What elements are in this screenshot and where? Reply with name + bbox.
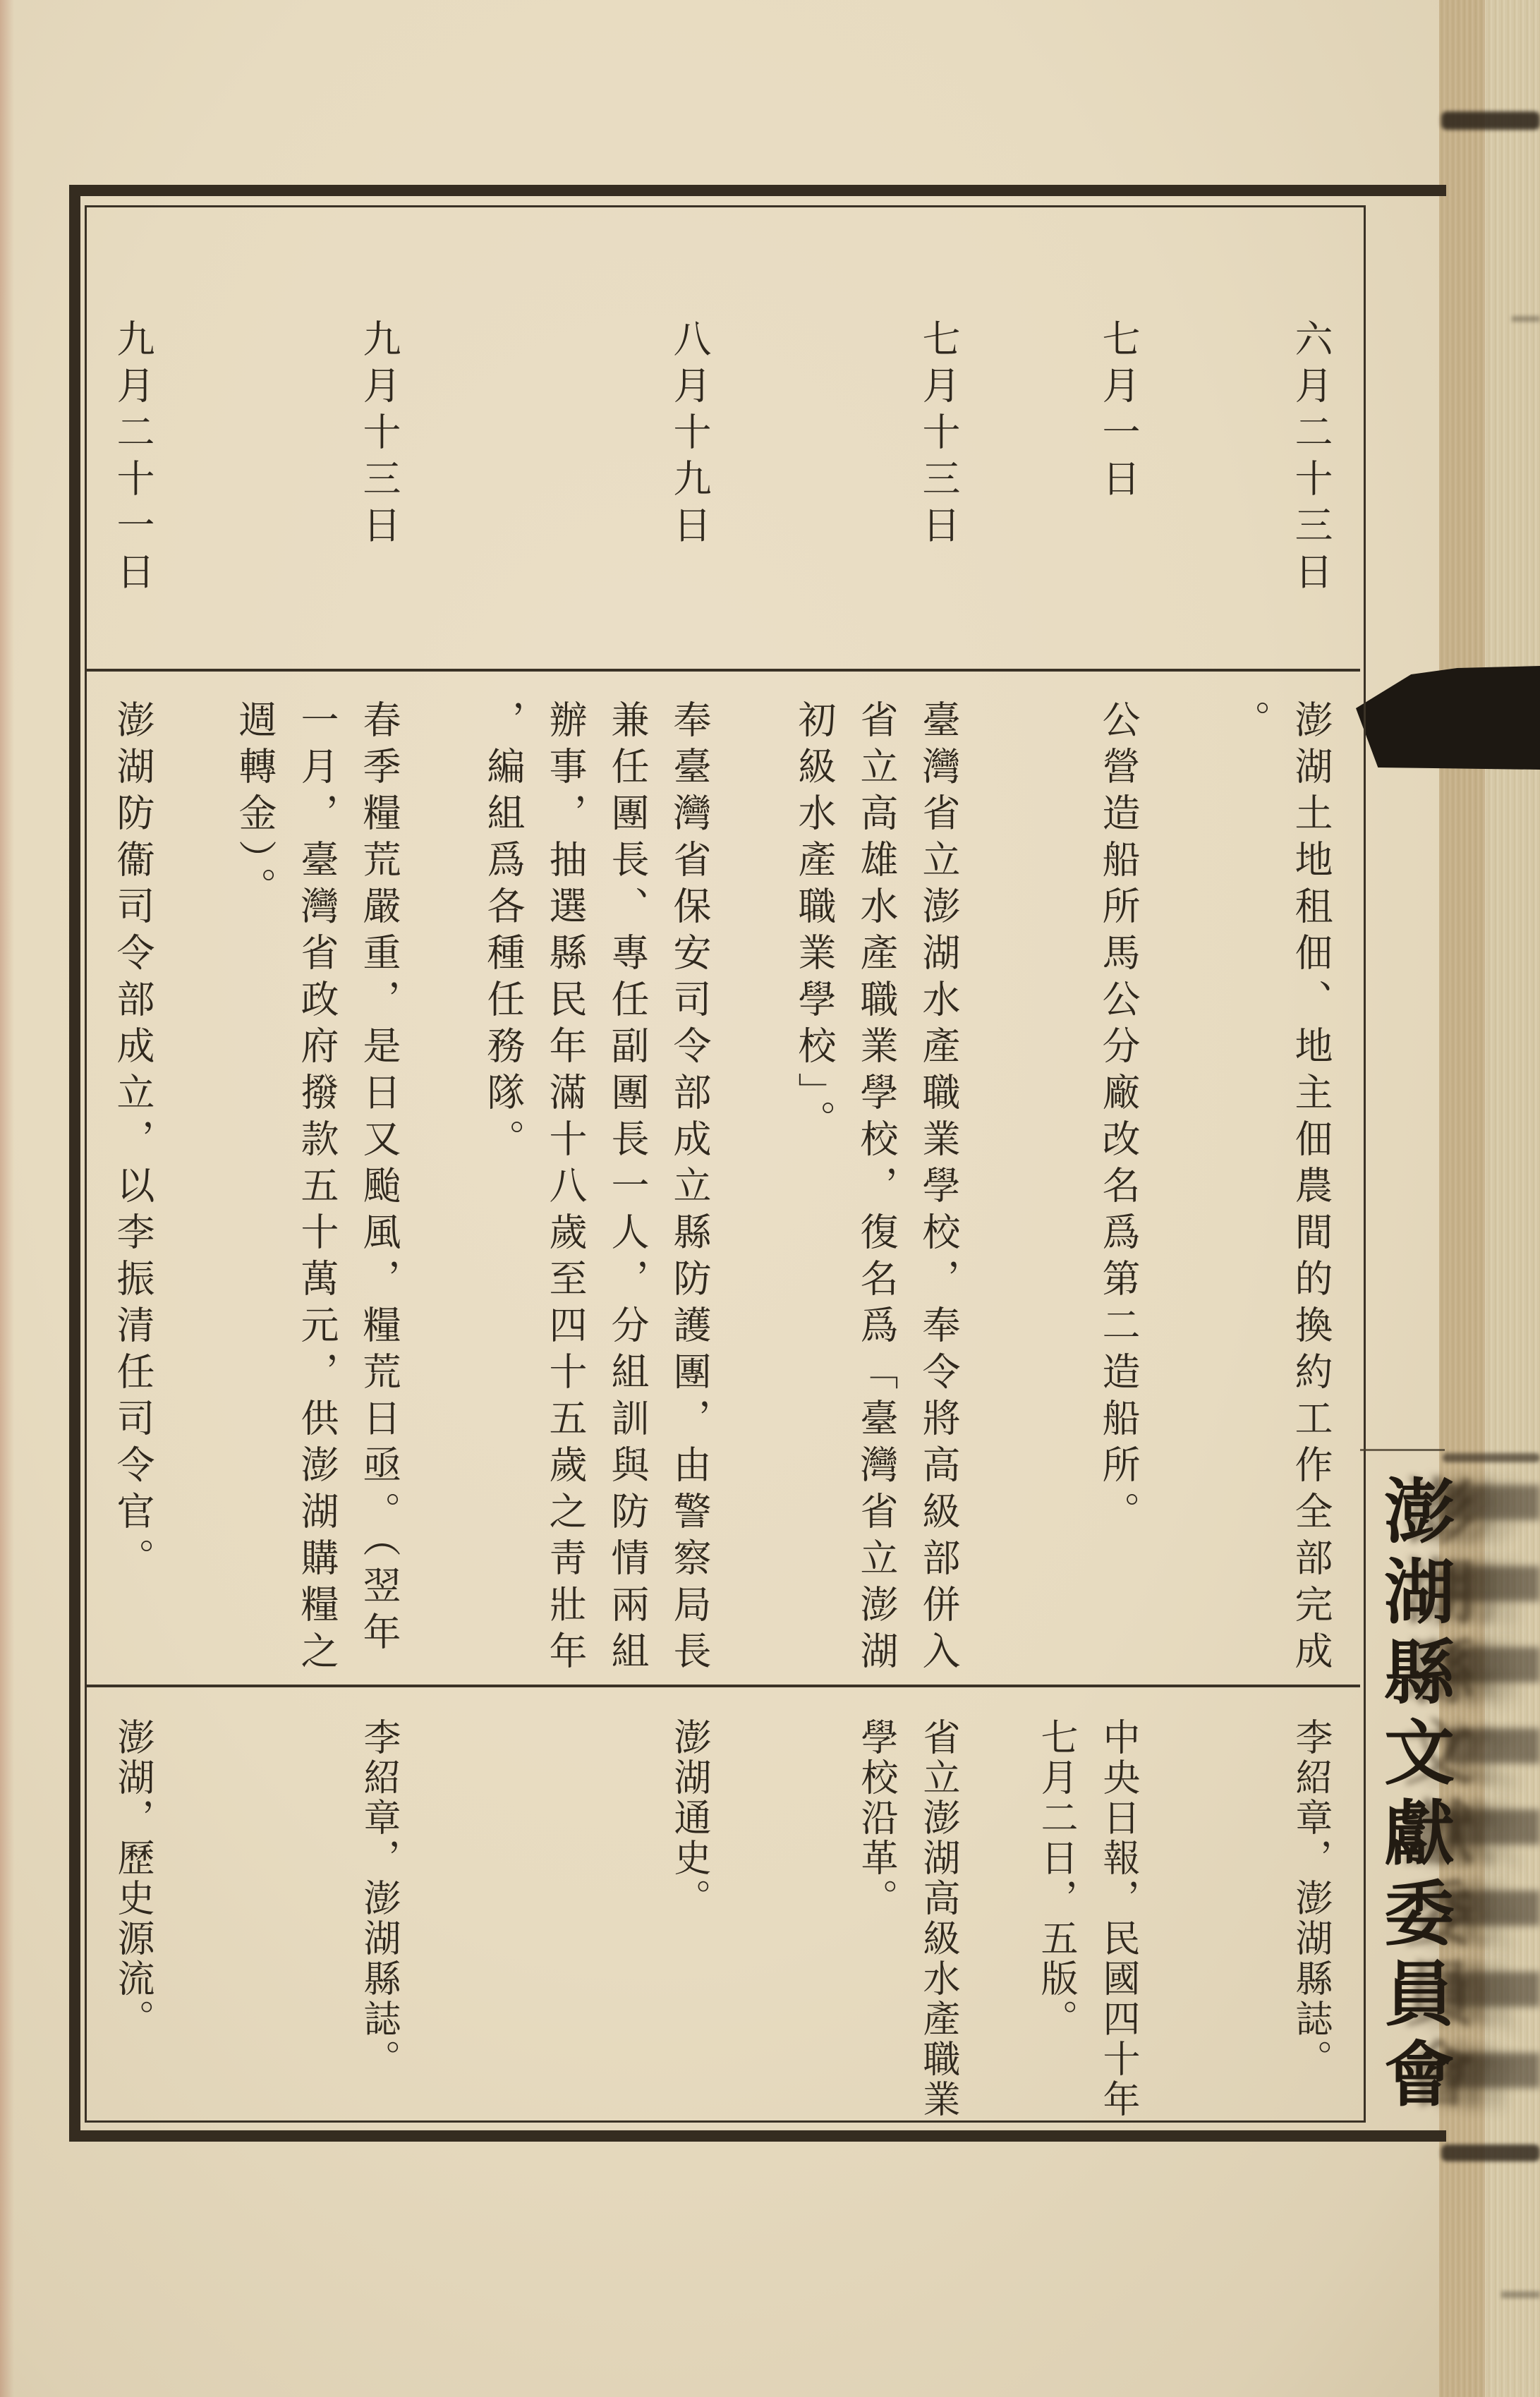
- event-line: 兼任團長、專任副團長一人，分組訓與防情兩組: [605, 700, 650, 1677]
- event-line: 奉臺灣省保安司令部成立縣防護團，由警察局長: [667, 700, 712, 1677]
- spine-smear: [1446, 2053, 1540, 2088]
- ink-smear-middle: [1443, 1453, 1540, 1462]
- ink-smear-top: [1441, 111, 1540, 130]
- spine-title: 澎湖縣文獻委員會: [1372, 1474, 1455, 2118]
- source-line: 李紹章，澎湖縣誌。: [1290, 1718, 1333, 2080]
- spine-smear: [1446, 1647, 1540, 1682]
- entry-source-citation: [845, 1718, 969, 2120]
- source-line: 學校沿革。: [855, 1718, 898, 1919]
- entry-source-citation: [102, 1718, 164, 2039]
- event-line: 省立高雄水產職業學校，復名爲「臺灣省立澎湖: [854, 700, 899, 1677]
- event-line: 公營造船所馬公分廠改名爲第二造船所。: [1096, 700, 1141, 1538]
- spine-smear: [1446, 1972, 1540, 2007]
- entry-date: 八月十九日: [667, 319, 712, 552]
- entry-source-citation: [348, 1718, 410, 2080]
- event-line: 澎湖防衞司令部成立，以李振清任司令官。: [111, 700, 155, 1584]
- source-line: 七月二日，五版。: [1035, 1718, 1078, 2039]
- source-line: 李紹章，澎湖縣誌。: [358, 1718, 401, 2080]
- entry-date: 七月一日: [1096, 319, 1141, 505]
- entry-source-citation: [658, 1718, 720, 1919]
- event-line: 初級水產職業學校」。: [792, 700, 837, 1146]
- source-line: 澎湖通史。: [668, 1718, 711, 1919]
- source-line: 中央日報，民國四十年: [1097, 1718, 1140, 2120]
- entry-event-text: [224, 700, 410, 1677]
- event-line: 澎湖土地租佃、地主佃農間的換約工作全部完成: [1289, 700, 1333, 1677]
- scan-edge-tint: [0, 0, 14, 2397]
- entry-source-citation: [1025, 1718, 1149, 2120]
- event-line: 辦事，抽選縣民年滿十八歲至四十五歲之靑壯年: [543, 700, 588, 1677]
- entry-source-citation: [1280, 1718, 1342, 2080]
- entry-event-text: [1218, 700, 1342, 1677]
- table-border-top: [69, 185, 1446, 196]
- page-shadow-wedge: [1356, 666, 1540, 772]
- table-border-left: [69, 185, 80, 2142]
- ink-smear-small: [1501, 2291, 1540, 2298]
- source-line: 省立澎湖高級水產職業: [917, 1718, 960, 2120]
- entry-event-text: [783, 700, 969, 1677]
- spine-smear: [1446, 1485, 1540, 1520]
- ink-smear-bottom: [1441, 2144, 1540, 2161]
- spine-smear: [1446, 1566, 1540, 1601]
- spine-smear: [1446, 1891, 1540, 1926]
- source-line: 澎湖，歷史源流。: [111, 1718, 154, 2039]
- event-line: 春季糧荒嚴重，是日又颱風，糧荒日亟。（翌年: [357, 700, 401, 1658]
- entry-event-text: [1087, 700, 1149, 1538]
- spine-smear: [1446, 1728, 1540, 1764]
- entry-date: 六月二十三日: [1289, 319, 1333, 598]
- spine-smear: [1446, 1809, 1540, 1845]
- entry-date: 九月十三日: [357, 319, 401, 552]
- entry-event-text: [472, 700, 720, 1677]
- gutter-crease-line: [1360, 1449, 1445, 1451]
- table-border-bottom: [69, 2130, 1446, 2142]
- event-line: 。: [1227, 700, 1271, 746]
- row-divider-events-sources: [86, 1685, 1360, 1687]
- event-line: 一月，臺灣省政府撥款五十萬元，供澎湖購糧之: [295, 700, 339, 1677]
- entry-event-text: [102, 700, 164, 1584]
- event-line: 週轉金）。: [233, 700, 277, 914]
- event-line: 臺灣省立澎湖水產職業學校，奉令將高級部併入: [916, 700, 961, 1677]
- entry-date: 九月二十一日: [111, 319, 155, 598]
- ink-smear-small: [1512, 316, 1540, 322]
- entry-date: 七月十三日: [916, 319, 961, 552]
- row-divider-dates-events: [86, 669, 1360, 672]
- event-line: ，編組爲各種任務隊。: [481, 700, 526, 1165]
